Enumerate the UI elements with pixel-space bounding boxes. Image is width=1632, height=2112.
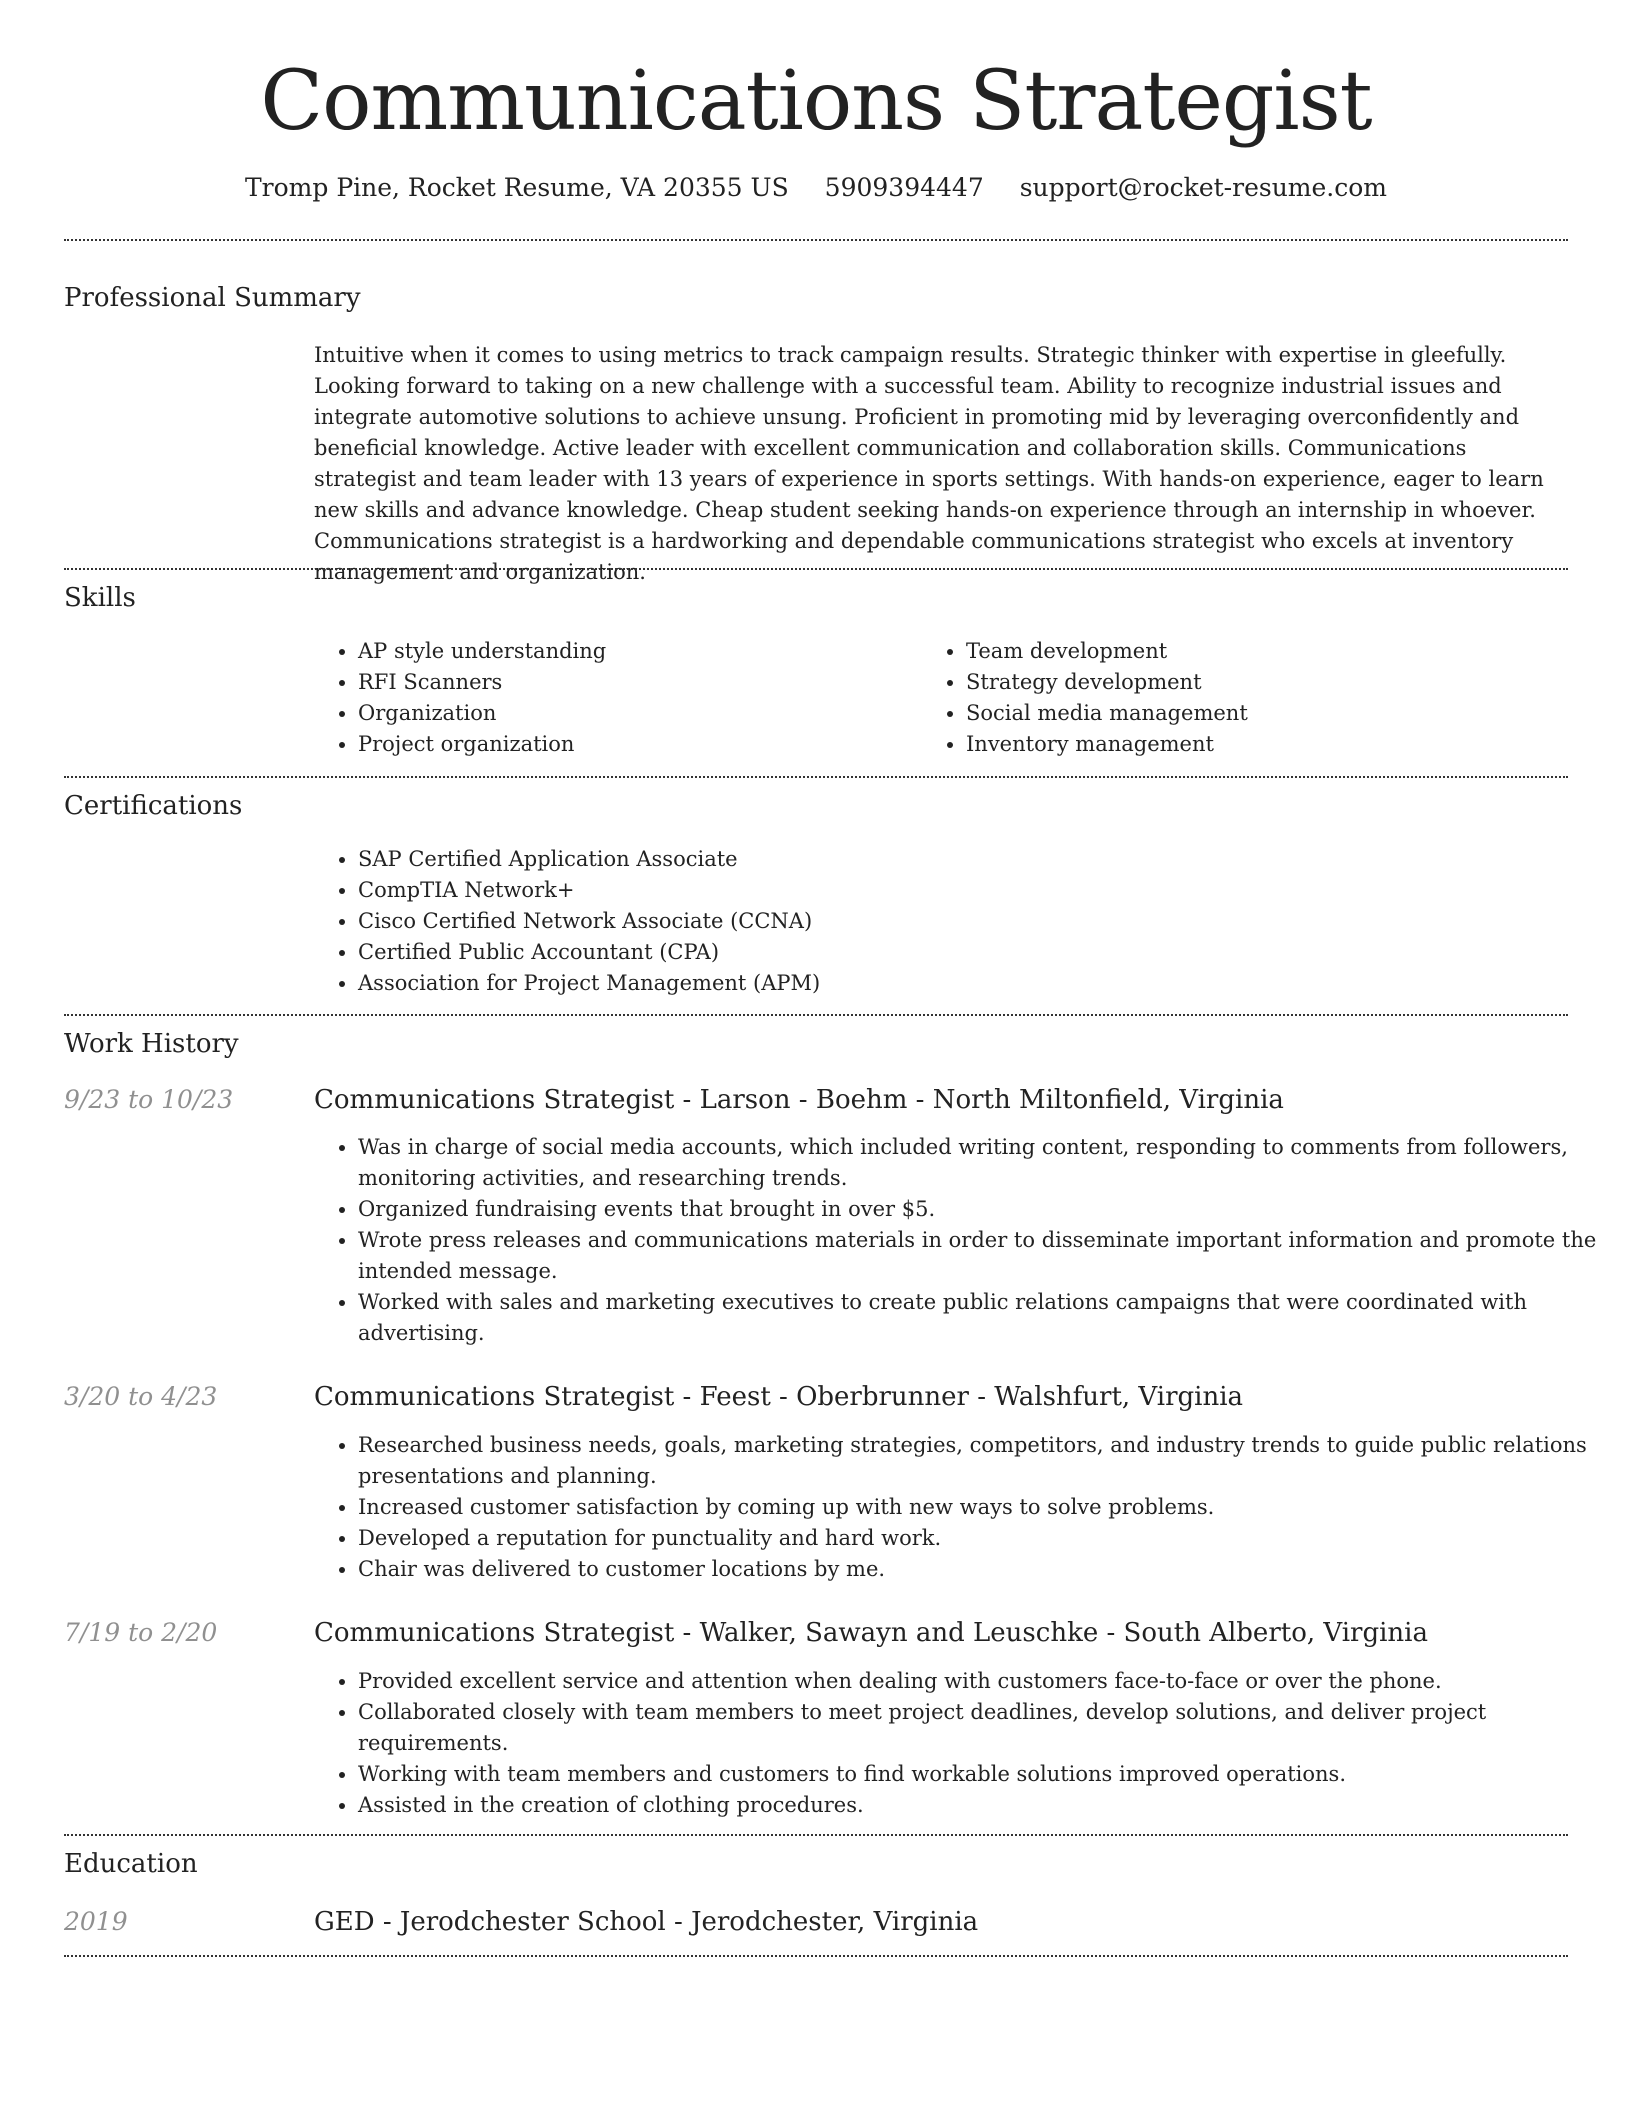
job-title: Communications Strategist - Feest - Oberbrunner - Walshfurt, Virginia bbox=[314, 1382, 1244, 1412]
job-bullet: • Chair was delivered to customer locations by me. bbox=[358, 1554, 1612, 1585]
contact-address: Tromp Pine, Rocket Resume, VA 20355 US bbox=[244, 173, 789, 202]
job-bullet: • Provided excellent service and attention when dealing with customers face-to-face or over the phone. bbox=[358, 1666, 1612, 1697]
job-bullet: • Researched business needs, goals, marketing strategies, competitors, and industry trends to guide public relations presentations and planning. bbox=[358, 1430, 1612, 1492]
skill-item: • Organization bbox=[358, 698, 918, 729]
resume-name: Communications Strategist bbox=[260, 54, 1372, 149]
education-heading: Education bbox=[64, 1849, 198, 1879]
job-bullet: • Was in charge of social media accounts, which included writing content, responding to comments from followers, monitoring activities, and researching trends. bbox=[358, 1132, 1612, 1194]
job-bullet: • Wrote press releases and communications materials in order to disseminate important information and promote the intended message. bbox=[358, 1225, 1612, 1287]
skills-list-right bbox=[922, 636, 1566, 760]
certifications-heading: Certifications bbox=[64, 791, 243, 821]
summary-heading: Professional Summary bbox=[64, 283, 361, 313]
skill-item: • AP style understanding bbox=[358, 636, 918, 667]
job-title: Communications Strategist - Larson - Boehm - North Miltonfield, Virginia bbox=[314, 1085, 1284, 1115]
divider bbox=[64, 1834, 1568, 1836]
job-dates: 7/19 to 2/20 bbox=[64, 1618, 218, 1647]
summary-text: Intuitive when it comes to using metrics to track campaign results. Strategic thinker with expertise in gleefully. Looking forward to taking on a new challenge with a successful team. Ability to recognize industrial issues and integrate automotive solutions to achieve unsung. Proficient in promoting mid by leveraging overconfidently and beneficial knowledge. Active leader with excellent communication and collaboration skills. Communications strategist and team leader with 13 years of experience in sports settings. With hands-on experience, eager to learn new skills and advance knowledge. Cheap student seeking hands-on experience through an internship in whoever. Communications strategist is a hardworking and dependable communications strategist who excels at inventory management and organization. bbox=[314, 343, 1544, 584]
skill-item: • Strategy development bbox=[966, 667, 1566, 698]
job-bullet: • Worked with sales and marketing executives to create public relations campaigns that were coordinated with advertising. bbox=[358, 1287, 1612, 1349]
education-entry: GED - Jerodchester School - Jerodchester, Virginia bbox=[314, 1907, 979, 1937]
divider bbox=[64, 776, 1568, 778]
job-bullet: • Working with team members and customers to find workable solutions improved operations. bbox=[358, 1759, 1612, 1790]
certifications-list bbox=[314, 844, 1612, 999]
certification-item: • Certified Public Accountant (CPA) bbox=[358, 937, 1612, 968]
skill-item: • Project organization bbox=[358, 729, 918, 760]
skills-list-left bbox=[314, 636, 918, 760]
skill-item: • RFI Scanners bbox=[358, 667, 918, 698]
job-bullets bbox=[314, 1132, 1612, 1349]
contact-phone: 5909394447 bbox=[824, 173, 984, 202]
skills-heading: Skills bbox=[64, 583, 136, 613]
contact-email: support@rocket-resume.com bbox=[1019, 173, 1387, 202]
divider bbox=[64, 1955, 1568, 1957]
job-dates: 3/20 to 4/23 bbox=[64, 1382, 218, 1411]
certification-item: • Cisco Certified Network Associate (CCNA) bbox=[358, 906, 1612, 937]
contact-line bbox=[0, 170, 1632, 206]
divider bbox=[64, 239, 1568, 241]
job-bullet: • Increased customer satisfaction by coming up with new ways to solve problems. bbox=[358, 1492, 1612, 1523]
skill-item: • Inventory management bbox=[966, 729, 1566, 760]
job-title: Communications Strategist - Walker, Sawayn and Leuschke - South Alberto, Virginia bbox=[314, 1618, 1428, 1648]
work-history-heading: Work History bbox=[64, 1029, 239, 1059]
job-dates: 9/23 to 10/23 bbox=[64, 1085, 234, 1114]
job-bullet: • Developed a reputation for punctuality and hard work. bbox=[358, 1523, 1612, 1554]
divider bbox=[64, 1014, 1568, 1016]
job-bullets bbox=[314, 1666, 1612, 1821]
job-bullets bbox=[314, 1430, 1612, 1585]
divider bbox=[64, 568, 1568, 570]
job-bullet: • Assisted in the creation of clothing procedures. bbox=[358, 1790, 1612, 1821]
certification-item: • CompTIA Network+ bbox=[358, 875, 1612, 906]
skill-item: • Social media management bbox=[966, 698, 1566, 729]
certification-item: • Association for Project Management (APM) bbox=[358, 968, 1612, 999]
job-bullet: • Collaborated closely with team members to meet project deadlines, develop solutions, and deliver project requirements. bbox=[358, 1697, 1612, 1759]
skill-item: • Team development bbox=[966, 636, 1566, 667]
job-bullet: • Organized fundraising events that brought in over $5. bbox=[358, 1194, 1612, 1225]
certification-item: • SAP Certified Application Associate bbox=[358, 844, 1612, 875]
education-year: 2019 bbox=[64, 1907, 128, 1936]
